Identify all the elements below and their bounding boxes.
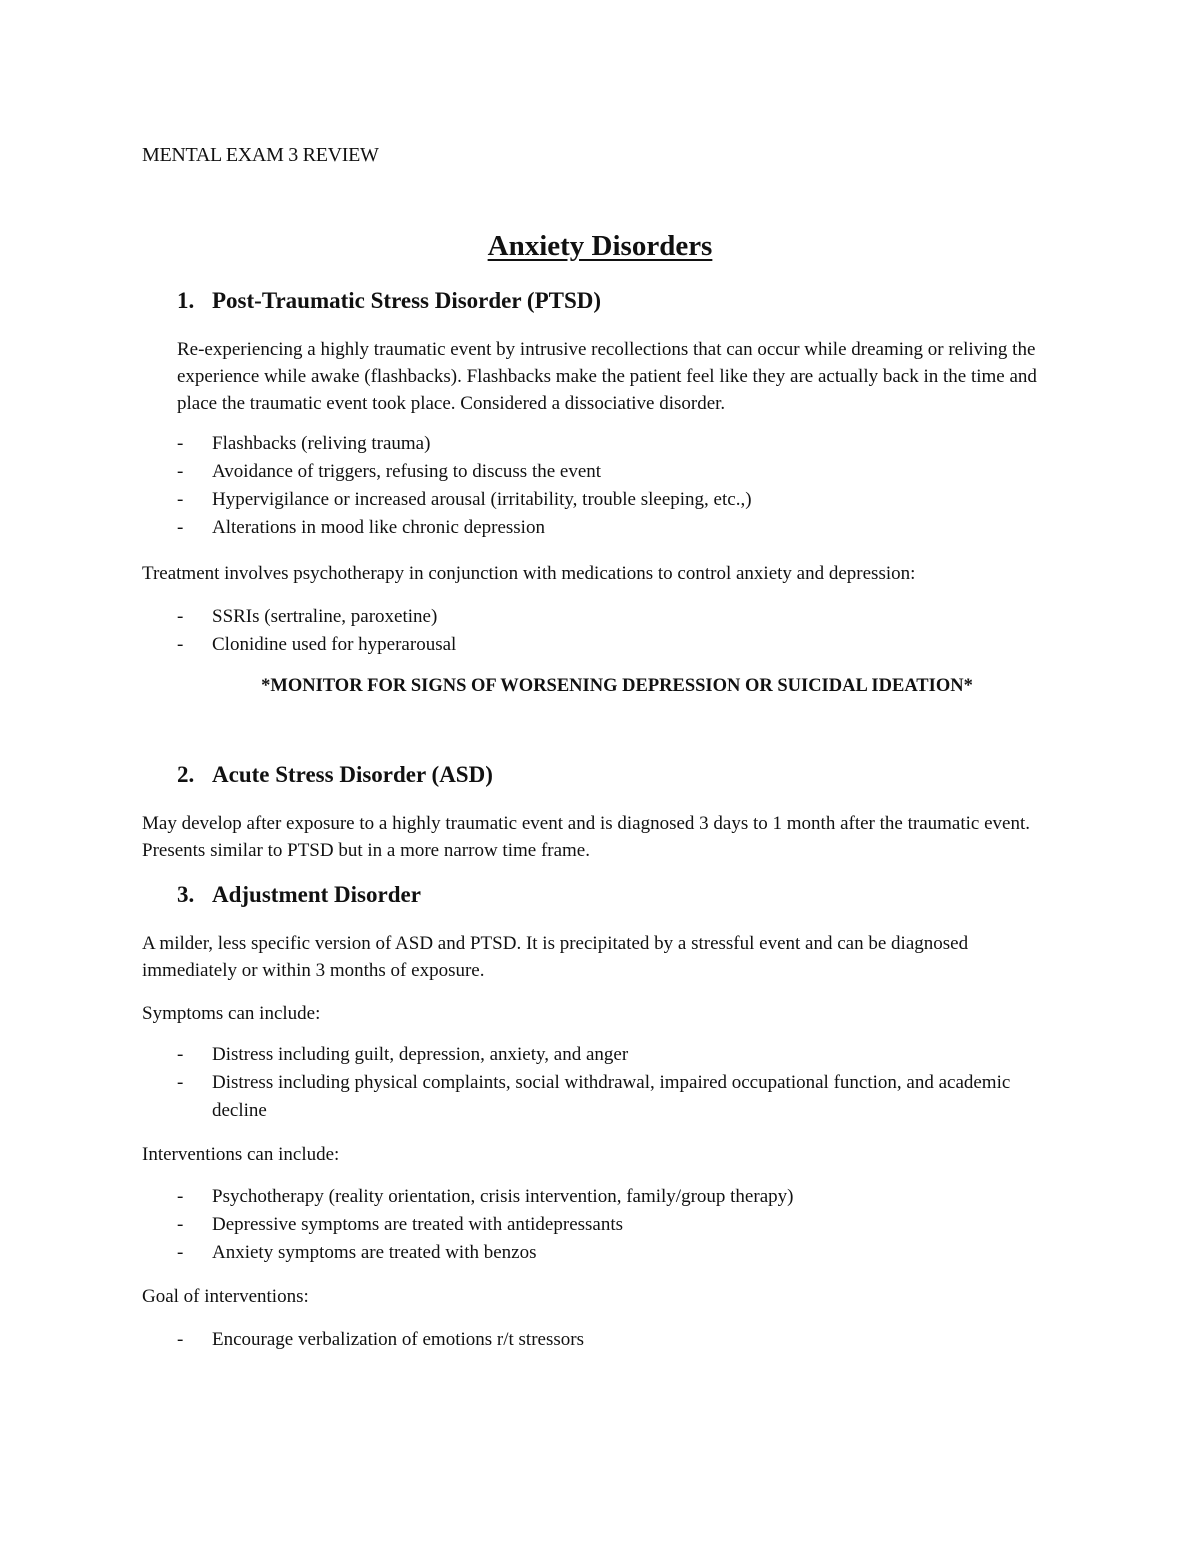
goal-intro: Goal of interventions:: [142, 1286, 309, 1307]
list-item: - SSRIs (sertraline, paroxetine): [177, 606, 438, 627]
document-label: MENTAL EXAM 3 REVIEW: [142, 144, 379, 166]
list-item: - Distress including guilt, depression, anxiety, and anger: [177, 1044, 629, 1065]
list-item: - Avoidance of triggers, refusing to discuss the event: [177, 461, 602, 482]
list-item: - Psychotherapy (reality orientation, crisis intervention, family/group therapy): [177, 1186, 794, 1207]
ptsd-description: Re-experiencing a highly traumatic event by intrusive recollections that can occur while dreaming or reliving the experience while awake (flashbacks). Flashbacks make the patient feel like they are actually back in the time and place the traumatic event took place. Considered a dissociative disorder.: [177, 339, 1037, 414]
section-title: Acute Stress Disorder (ASD): [212, 762, 493, 787]
adjustment-symptom-list: [177, 1041, 1047, 1125]
adjustment-goal-list: [177, 1326, 1037, 1354]
ptsd-treatment-intro: Treatment involves psychotherapy in conjunction with medications to control anxiety and depression:: [142, 563, 916, 584]
list-item: - Depressive symptoms are treated with antidepressants: [177, 1214, 624, 1235]
section-heading-ptsd: [177, 288, 601, 314]
interventions-intro: Interventions can include:: [142, 1144, 340, 1165]
section-number: 1.: [177, 288, 195, 313]
adjustment-description: A milder, less specific version of ASD and PTSD. It is precipitated by a stressful event and can be diagnosed immediately or within 3 months of exposure.: [142, 933, 969, 981]
list-item: - Clonidine used for hyperarousal: [177, 634, 457, 655]
section-title: Adjustment Disorder: [212, 882, 421, 907]
page-title: Anxiety Disorders: [487, 230, 713, 262]
asd-description: May develop after exposure to a highly traumatic event and is diagnosed 3 days to 1 month after the traumatic event. Presents similar to PTSD but in a more narrow time frame.: [142, 813, 1030, 861]
ptsd-symptom-list: [177, 430, 1037, 542]
list-item: - Alterations in mood like chronic depression: [177, 517, 545, 538]
ptsd-treatment-list: [177, 603, 1037, 659]
section-heading-adjustment: [177, 882, 421, 908]
list-item: - Distress including physical complaints, social withdrawal, impaired occupational function, and academic decline: [177, 1072, 1011, 1121]
list-item: - Flashbacks (reliving trauma): [177, 433, 431, 454]
list-item: - Encourage verbalization of emotions r/t stressors: [177, 1329, 584, 1350]
warning-note: *MONITOR FOR SIGNS OF WORSENING DEPRESSION OR SUICIDAL IDEATION*: [261, 676, 973, 696]
adjustment-intervention-list: [177, 1183, 1037, 1267]
section-title: Post-Traumatic Stress Disorder (PTSD): [212, 288, 602, 313]
section-number: 2.: [177, 762, 195, 787]
list-item: - Hypervigilance or increased arousal (irritability, trouble sleeping, etc.,): [177, 489, 752, 510]
section-heading-asd: [177, 762, 493, 788]
list-item: - Anxiety symptoms are treated with benzos: [177, 1242, 537, 1263]
section-number: 3.: [177, 882, 195, 907]
symptoms-intro: Symptoms can include:: [142, 1003, 321, 1024]
